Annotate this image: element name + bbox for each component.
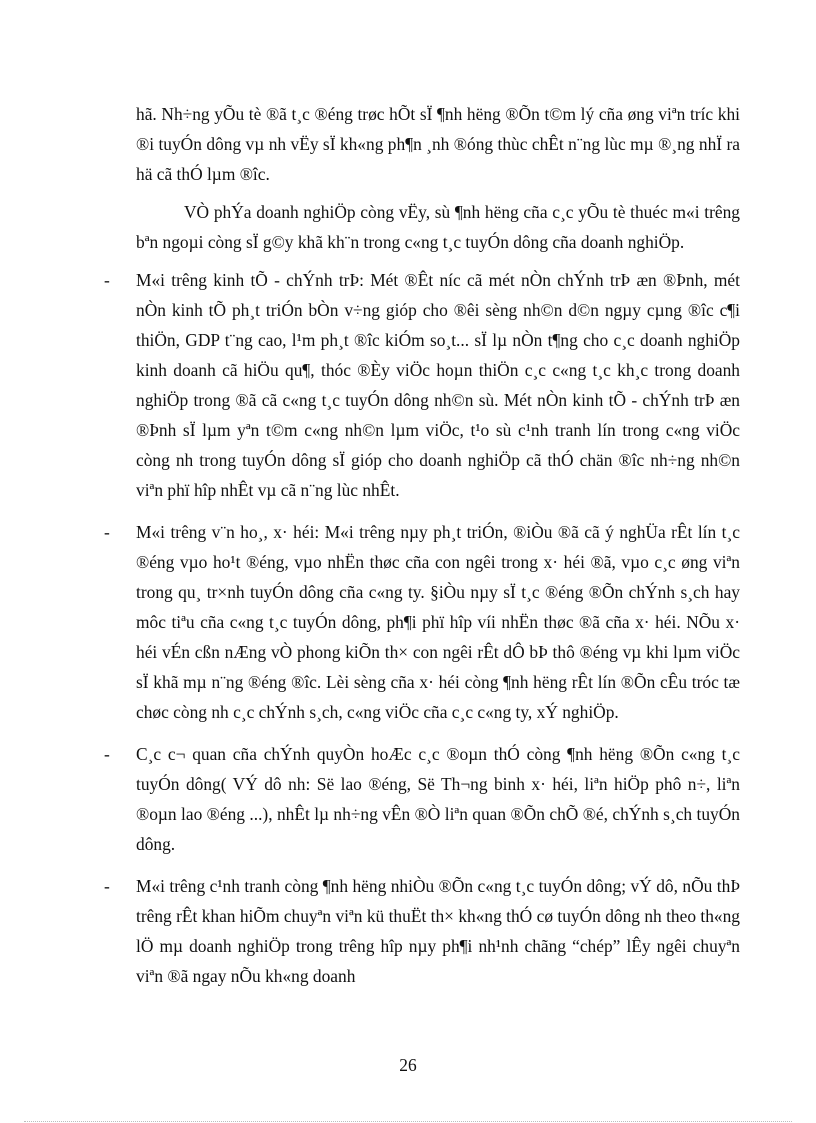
page-body	[104, 99, 740, 1003]
list-item	[104, 265, 740, 505]
page-number: 26	[399, 1055, 417, 1075]
bullet-text-culture-society: M«i trêng v¨n ho¸, x· héi: M«i trêng nµy ph¸t triÓn, ®iÒu ®ã cã ý nghÜa rÊt lín t¸c ®éng vµo ho¹t ®éng, vµo nhËn thøc cña con ngêi trong x· héi ®ã, vµo c¸c øng viªn trong qu¸ tr×nh tuyÓn dông cña c«ng ty. §iÒu nµy sÏ t¸c ®éng ®Õn chÝnh s¸ch hay môc tiªu cña c«ng t¸c tuyÓn dông, ph¶i phï hîp víi nhËn thøc ®ã cña x· héi. NÕu x· héi vÉn cßn nÆng vÒ phong kiÕn th× con ngêi rÊt dÔ bÞ thô ®éng vµ khi lµm viÖc sÏ khã mµ n¨ng ®éng ®îc. Lèi sèng cña x· héi còng ¶nh hëng rÊt lín ®Õn cÊu tróc tæ chøc còng nh c¸c chÝnh s¸ch, c«ng viÖc cña c¸c c«ng ty, xÝ nghiÖp.	[136, 522, 740, 722]
bullet-list	[104, 265, 740, 991]
bullet-dash: -	[104, 270, 110, 290]
bullet-dash: -	[104, 522, 110, 542]
bullet-dash: -	[104, 876, 110, 896]
bullet-dash: -	[104, 744, 110, 764]
footer-divider	[24, 1121, 792, 1122]
bullet-text-competition: M«i trêng c¹nh tranh còng ¶nh hëng nhiÒu ®Õn c«ng t¸c tuyÓn dông; vÝ dô, nÕu thÞ trêng rÊt khan hiÕm chuyªn viªn kü thuËt th× kh«ng thÓ cø tuyÓn dông nh theo th«ng lÖ mµ doanh nghiÖp trong trêng hîp nµy ph¶i nh¹nh chãng “chép” lÊy ngêi chuyªn viªn ®ã ngay nÕu kh«ng doanh	[136, 876, 740, 986]
paragraph-continuation: hã. Nh÷ng yÕu tè ®ã t¸c ®éng trøc hÕt sÏ ¶nh hëng ®Õn t©m lý cña øng viªn tríc khi ®i tuyÓn dông vµ nh vËy sÏ kh«ng ph¶n ¸nh ®óng thùc chÊt n¨ng lùc mµ ®¸ng nhÏ ra hä cã thÓ lµm ®îc.	[136, 104, 740, 184]
list-item	[104, 871, 740, 991]
paragraph-enterprise: VÒ phÝa doanh nghiÖp còng vËy, sù ¶nh hëng cña c¸c yÕu tè thuéc m«i trêng bªn ngoµi còng sÏ g©y khã kh¨n trong c«ng t¸c tuyÓn dông cña doanh nghiÖp.	[136, 202, 740, 252]
bullet-text-economy-politics: M«i trêng kinh tÕ - chÝnh trÞ: Mét ®Êt níc cã mét nÒn chÝnh trÞ æn ®Þnh, mét nÒn kinh tÕ ph¸t triÓn bÒn v÷ng gióp cho ®êi sèng nh©n d©n ngµy cµng ®îc c¶i thiÖn, GDP t¨ng cao, l¹m ph¸t ®îc kiÓm so¸t... sÏ lµ nÒn t¶ng cho c¸c doanh nghiÖp kinh doanh cã hiÖu qu¶, thóc ®Èy viÖc hoµn thiÖn c¸c c«ng t¸c kh¸c trong doanh nghiÖp trong ®ã cã c«ng t¸c tuyÓn dông nh©n sù. Mét nÒn kinh tÕ - chÝnh trÞ æn ®Þnh sÏ lµm yªn t©m c«ng nh©n lµm viÖc, t¹o sù c¹nh tranh lín trong c«ng viÖc còng nh trong tuyÓn dông sÏ gióp cho doanh nghiÖp cã thÓ chän ®îc nh÷ng nh©n viªn phï hîp nhÊt vµ cã n¨ng lùc nhÊt.	[136, 270, 740, 500]
list-item	[104, 517, 740, 727]
list-item	[104, 739, 740, 859]
bullet-text-government: C¸c c¬ quan cña chÝnh quyÒn hoÆc c¸c ®oµn thÓ còng ¶nh hëng ®Õn c«ng t¸c tuyÓn dông( VÝ dô nh: Së lao ®éng, Së Th¬ng binh x· héi, liªn hiÖp phô n÷, liªn ®oµn lao ®éng ...), nhÊt lµ nh÷ng vÊn ®Ò liªn quan ®Õn chÕ ®é, chÝnh s¸ch tuyÓn dông.	[136, 744, 740, 854]
